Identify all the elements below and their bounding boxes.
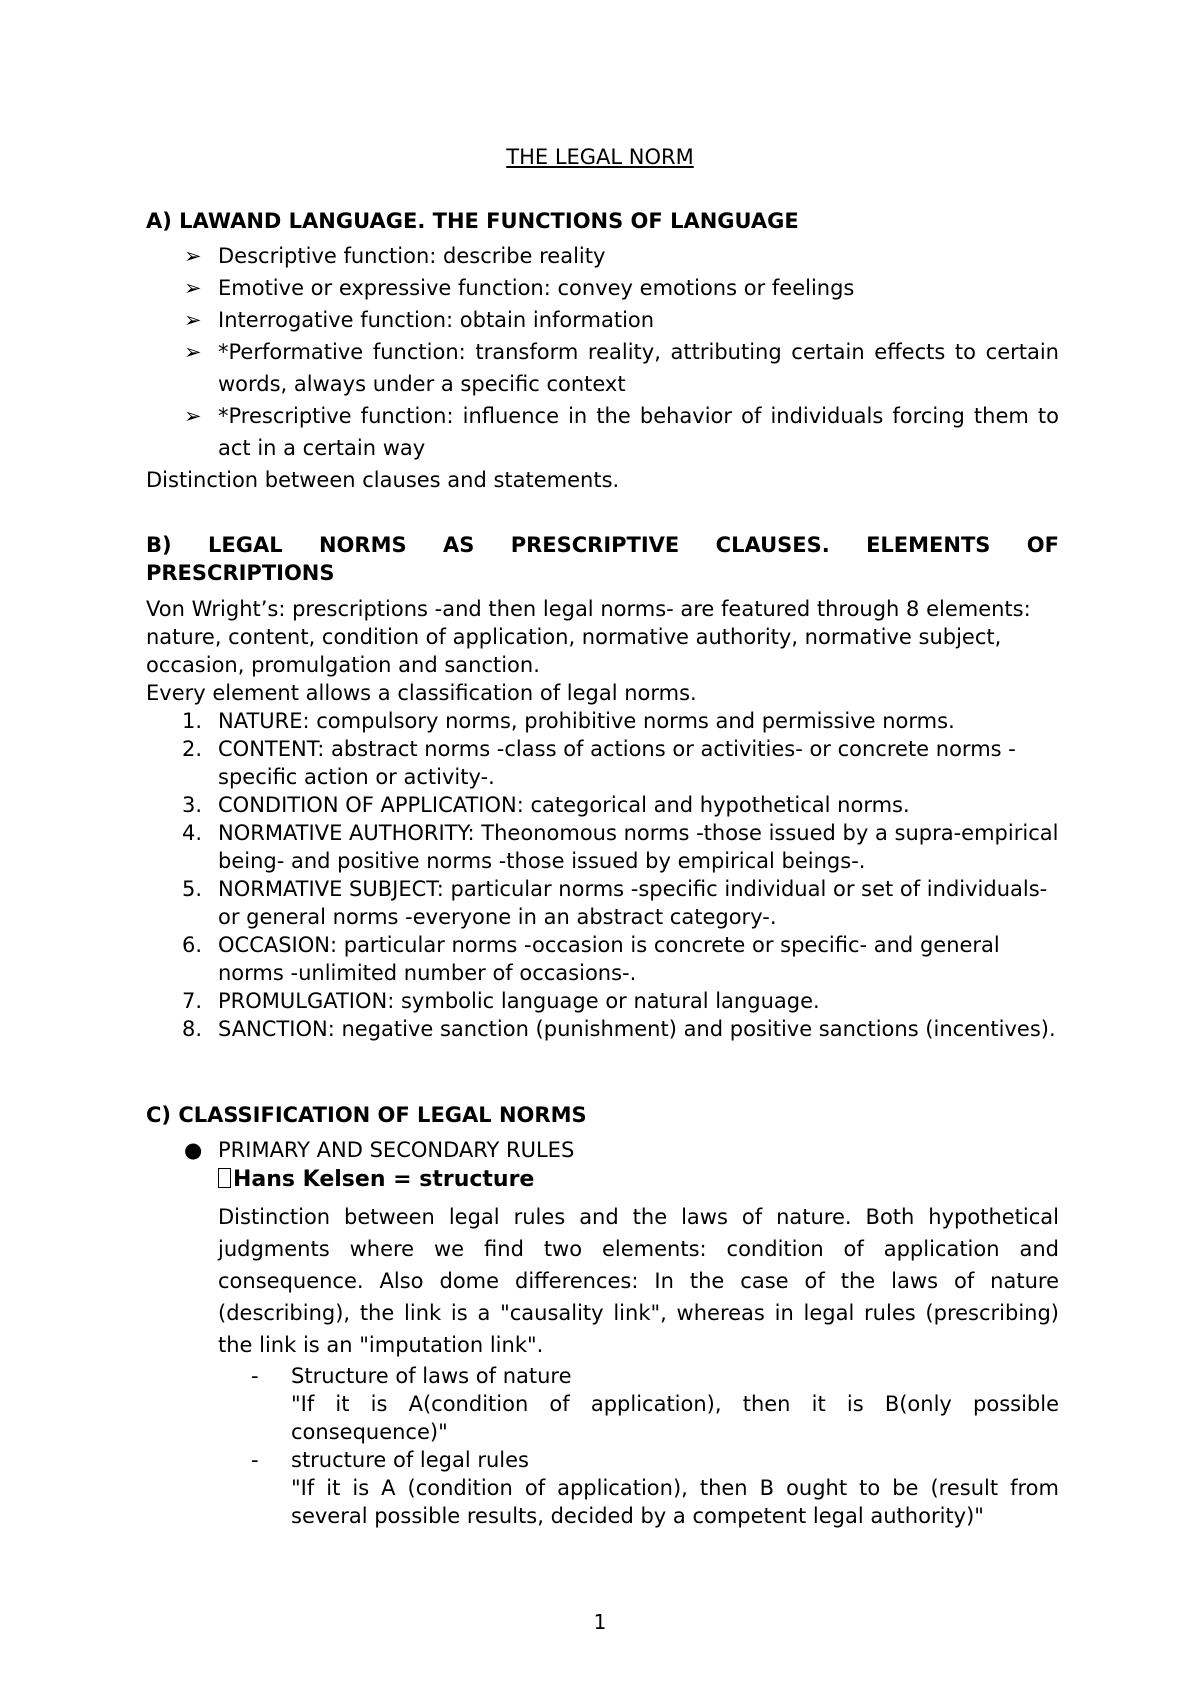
arrow-bullet-icon: ➢ (184, 276, 202, 300)
list-number: 1. (182, 709, 203, 733)
list-number: 8. (182, 1017, 203, 1041)
section-b-heading-cont: PRESCRIPTIONS (146, 561, 335, 585)
list-item-text: CONDITION OF APPLICATION: categorical and hypothetical norms. (218, 793, 910, 817)
list-item-text: PROMULGATION: symbolic language or natural language. (218, 989, 820, 1013)
list-item (218, 1446, 1059, 1530)
section-c-list (146, 1134, 1059, 1166)
structure-text: "If it is A(condition of application), then it is B(only possible consequence)" (291, 1392, 1059, 1444)
list-number: 2. (182, 737, 203, 761)
list-item (146, 336, 1059, 400)
list-item-text: PRIMARY AND SECONDARY RULES (218, 1138, 575, 1162)
list-item (146, 931, 1059, 987)
list-number: 7. (182, 989, 203, 1013)
kelsen-text: Hans Kelsen = structure (233, 1167, 535, 1192)
list-item-text: NATURE: compulsory norms, prohibitive norms and permissive norms. (218, 709, 955, 733)
list-item (146, 735, 1059, 791)
structure-label: structure of legal rules (291, 1448, 529, 1472)
list-item (146, 875, 1059, 931)
section-b-intro: Von Wright’s: prescriptions -and then legal norms- are featured through 8 elements: nature, content, condition of application, normative authority, normative subject, occasion, promulgation and sanction. (146, 597, 1031, 677)
arrow-bullet-icon: ➢ (184, 244, 202, 268)
list-item-text: SANCTION: negative sanction (punishment) and positive sanctions (incentives). (218, 1017, 1056, 1041)
list-item-text: *Performative function: transform reality, attributing certain effects to certain words, always under a specific context (218, 340, 1059, 396)
dash-bullet-icon: - (251, 1448, 259, 1472)
list-number: 4. (182, 821, 203, 845)
arrow-bullet-icon: ➢ (184, 340, 202, 364)
list-item (146, 819, 1059, 875)
list-item (146, 240, 1059, 272)
list-item (146, 987, 1059, 1015)
list-item (146, 400, 1059, 464)
kelsen-paragraph: Distinction between legal rules and the laws of nature. Both hypothetical judgments where we find two elements: condition of application and consequence. Also dome differences: In the case of the laws of nature (describing), the link is a "causality link", whereas in legal rules (prescribing) the link is an "imputation link". (218, 1205, 1059, 1357)
dot-bullet-icon: ● (184, 1138, 203, 1162)
arrow-bullet-icon: ➢ (184, 308, 202, 332)
section-b-heading: B) LEGAL NORMS AS PRESCRIPTIVE CLAUSES. ELEMENTS OF (146, 533, 1059, 557)
list-item-text: Emotive or expressive function: convey emotions or feelings (218, 276, 855, 300)
section-b-elements-list (146, 707, 1059, 1043)
list-item (218, 1362, 1059, 1446)
list-item-text: Descriptive function: describe reality (218, 244, 606, 268)
list-item (146, 791, 1059, 819)
page-title: THE LEGAL NORM (506, 145, 694, 169)
page-number: 1 (593, 1610, 607, 1634)
dash-bullet-icon: - (251, 1364, 259, 1388)
section-b-intro-2: Every element allows a classification of legal norms. (146, 681, 697, 705)
structures-list (218, 1362, 1059, 1530)
list-item-text: NORMATIVE SUBJECT: particular norms -specific individual or set of individuals- or general norms -everyone in an abstract category-. (218, 877, 1048, 929)
list-item-text: Interrogative function: obtain information (218, 308, 655, 332)
missing-glyph-icon (218, 1168, 231, 1188)
list-item (146, 272, 1059, 304)
list-number: 6. (182, 933, 203, 957)
structure-text: "If it is A (condition of application), then B ought to be (result from several possible results, decided by a competent legal authority)" (291, 1476, 1059, 1528)
list-item-text: NORMATIVE AUTHORITY: Theonomous norms -those issued by a supra-empirical being- and positive norms -those issued by empirical beings-. (218, 821, 1059, 873)
structure-label: Structure of laws of nature (291, 1364, 572, 1388)
list-number: 3. (182, 793, 203, 817)
section-a-list (146, 240, 1059, 464)
list-item-text: OCCASION: particular norms -occasion is concrete or specific- and general norms -unlimited number of occasions-. (218, 933, 1000, 985)
section-c-heading: C) CLASSIFICATION OF LEGAL NORMS (146, 1103, 587, 1127)
list-item-text: *Prescriptive function: influence in the behavior of individuals forcing them to act in a certain way (218, 404, 1059, 460)
list-item (146, 707, 1059, 735)
list-number: 5. (182, 877, 203, 901)
section-a-heading: A) LAWAND LANGUAGE. THE FUNCTIONS OF LANGUAGE (146, 209, 799, 233)
section-a-closing: Distinction between clauses and statements. (146, 468, 620, 492)
list-item-text: CONTENT: abstract norms -class of actions or activities- or concrete norms -specific action or activity-. (218, 737, 1016, 789)
arrow-bullet-icon: ➢ (184, 404, 202, 428)
list-item (146, 1015, 1059, 1043)
kelsen-subheading (218, 1167, 534, 1192)
list-item (146, 304, 1059, 336)
list-item (146, 1134, 1059, 1166)
